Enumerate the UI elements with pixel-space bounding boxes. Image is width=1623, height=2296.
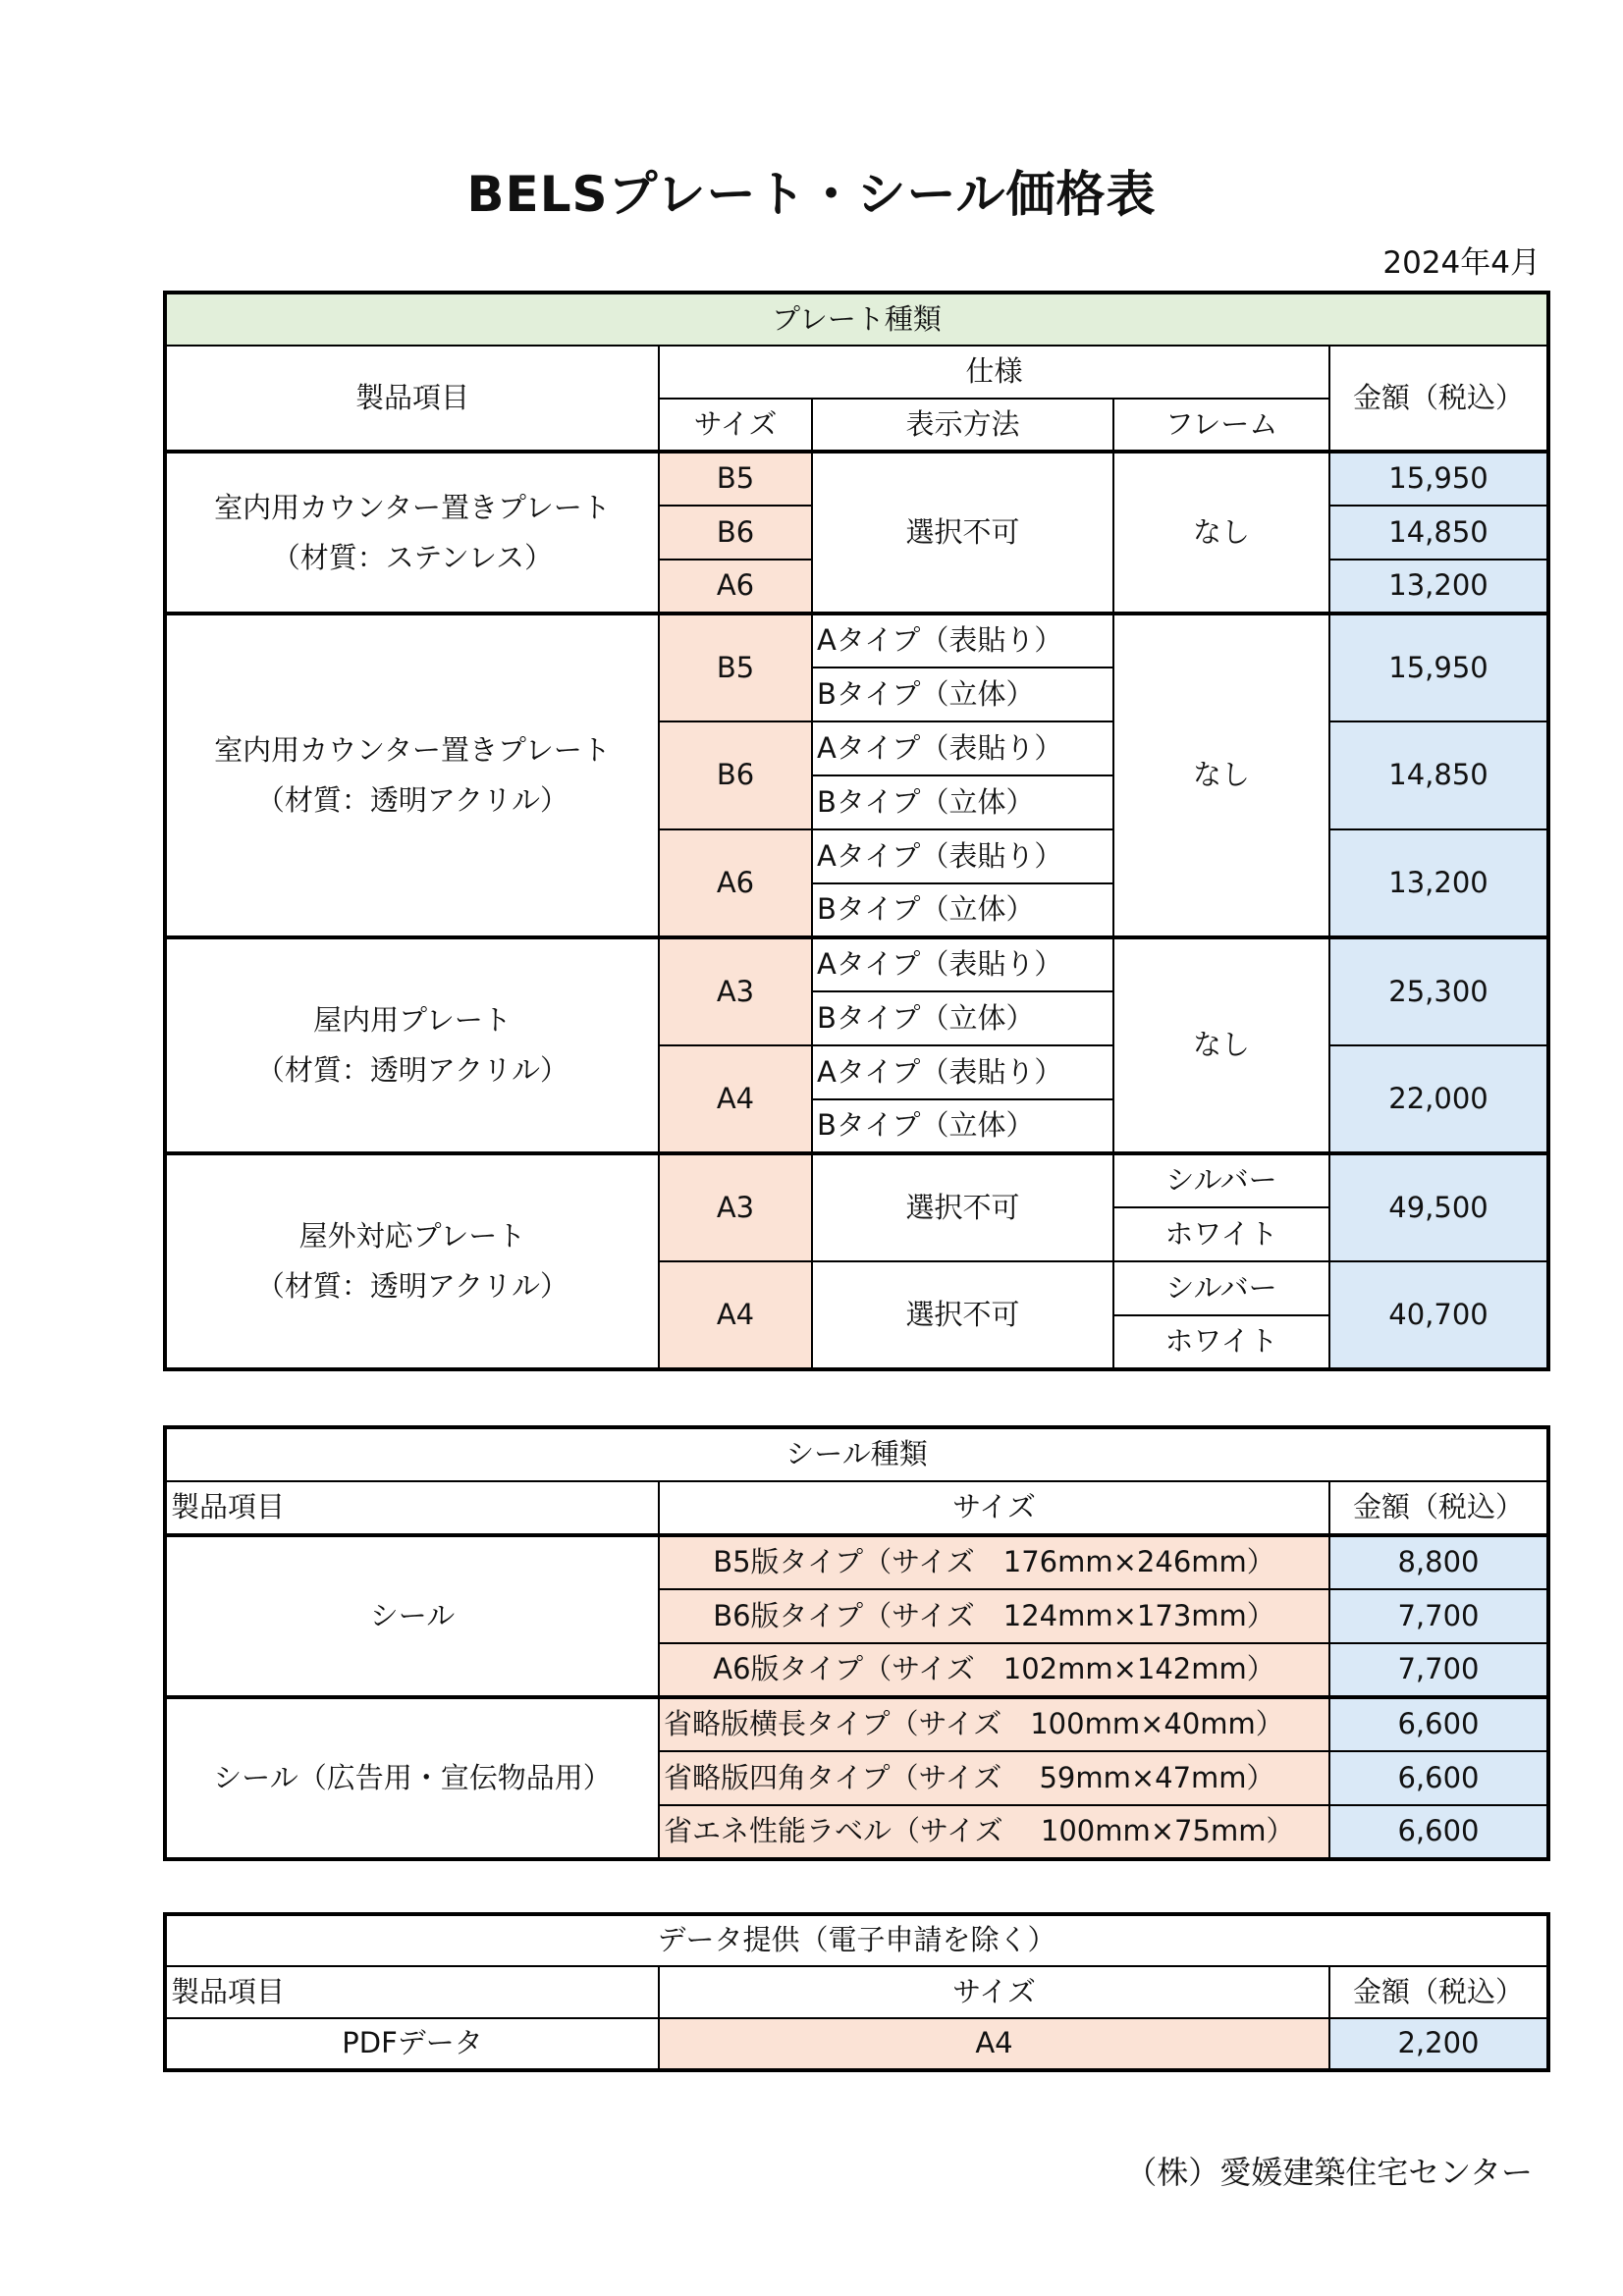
product-name: 屋内用プレート [313,1003,512,1038]
price-cell: 40,700 [1329,1261,1548,1369]
header-price: 金額（税込） [1329,1481,1548,1535]
header-size: サイズ [659,1481,1329,1535]
header-product: 製品項目 [165,346,659,452]
size-cell: B5 [659,614,812,721]
header-spec: 仕様 [659,346,1329,399]
size-cell: B6版タイプ（サイズ 124mm×173mm） [659,1589,1329,1643]
header-price: 金額（税込） [1329,346,1548,452]
frame-cell: シルバー [1113,1261,1329,1315]
type-a-cell: Aタイプ（表貼り） [812,721,1113,775]
price-cell: 7,700 [1329,1643,1548,1697]
header-frame: フレーム [1113,399,1329,452]
price-cell: 13,200 [1329,560,1548,614]
size-cell: 省略版四角タイプ（サイズ 59mm×47mm） [659,1751,1329,1805]
price-cell: 6,600 [1329,1805,1548,1859]
type-a-cell: Aタイプ（表貼り） [812,1045,1113,1099]
price-cell: 22,000 [1329,1045,1548,1153]
size-cell: A4 [659,1045,812,1153]
frame-cell: シルバー [1113,1153,1329,1207]
size-cell: B5版タイプ（サイズ 176mm×246mm） [659,1535,1329,1589]
display-cell: 選択不可 [812,452,1113,614]
data-section-title: データ提供（電子申請を除く） [165,1914,1548,1966]
type-a-cell: Aタイプ（表貼り） [812,829,1113,883]
size-cell: A3 [659,1153,812,1261]
product-cell: PDFデータ [165,2018,659,2070]
size-cell: B6 [659,721,812,829]
price-cell: 8,800 [1329,1535,1548,1589]
price-cell: 2,200 [1329,2018,1548,2070]
size-cell: A4 [659,1261,812,1369]
product-material: （材質：ステンレス） [271,540,554,574]
product-cell [165,452,659,614]
type-b-cell: Bタイプ（立体） [812,1099,1113,1153]
header-product: 製品項目 [165,1481,659,1535]
size-cell: A6 [659,829,812,937]
table-row [165,1153,1548,1207]
company-name: （株）愛媛建築住宅センター [1125,2154,1533,2191]
size-cell: A6 [659,560,812,614]
size-cell: B5 [659,452,812,506]
header-display: 表示方法 [812,399,1113,452]
product-cell: シール [165,1535,659,1697]
header-size: サイズ [659,399,812,452]
price-cell: 15,950 [1329,614,1548,721]
price-cell: 25,300 [1329,937,1548,1045]
type-b-cell: Bタイプ（立体） [812,991,1113,1045]
size-cell: A4 [659,2018,1329,2070]
plate-price-table [163,291,1550,1371]
table-row [165,1535,1548,1589]
price-cell: 6,600 [1329,1751,1548,1805]
price-cell: 6,600 [1329,1697,1548,1751]
display-cell: 選択不可 [812,1153,1113,1261]
product-cell [165,937,659,1153]
data-provision-table [163,1912,1550,2072]
plate-section-title: プレート種類 [165,293,1548,346]
product-cell [165,614,659,937]
frame-cell: ホワイト [1113,1207,1329,1261]
product-cell: シール（広告用・宣伝物品用） [165,1697,659,1859]
header-size: サイズ [659,1966,1329,2018]
table-row [165,452,1548,506]
size-cell: 省略版横長タイプ（サイズ 100mm×40mm） [659,1697,1329,1751]
table-row [165,1697,1548,1751]
display-cell: 選択不可 [812,1261,1113,1369]
header-product: 製品項目 [165,1966,659,2018]
table-row [165,614,1548,667]
size-cell: A6版タイプ（サイズ 102mm×142mm） [659,1643,1329,1697]
size-cell: 省エネ性能ラベル（サイズ 100mm×75mm） [659,1805,1329,1859]
product-name: 室内用カウンター置きプレート [214,490,611,524]
page-title: BELSプレート・シール価格表 [466,166,1157,223]
price-cell: 49,500 [1329,1153,1548,1261]
frame-cell: なし [1113,614,1329,937]
price-cell: 13,200 [1329,829,1548,937]
product-cell [165,1153,659,1369]
table-row [165,937,1548,991]
seal-section-title: シール種類 [165,1427,1548,1481]
size-cell: A3 [659,937,812,1045]
price-cell: 7,700 [1329,1589,1548,1643]
header-price: 金額（税込） [1329,1966,1548,2018]
type-b-cell: Bタイプ（立体） [812,775,1113,829]
seal-price-table [163,1425,1550,1861]
frame-cell: なし [1113,937,1329,1153]
product-material: （材質：透明アクリル） [255,1053,569,1087]
type-b-cell: Bタイプ（立体） [812,883,1113,937]
frame-cell: ホワイト [1113,1315,1329,1369]
type-b-cell: Bタイプ（立体） [812,667,1113,721]
size-cell: B6 [659,506,812,560]
issue-date: 2024年4月 [1382,245,1541,281]
table-row [165,2018,1548,2070]
product-name: 屋外対応プレート [298,1219,526,1254]
product-material: （材質：透明アクリル） [255,783,569,817]
price-cell: 14,850 [1329,506,1548,560]
frame-cell: なし [1113,452,1329,614]
type-a-cell: Aタイプ（表貼り） [812,937,1113,991]
price-cell: 15,950 [1329,452,1548,506]
price-cell: 14,850 [1329,721,1548,829]
type-a-cell: Aタイプ（表貼り） [812,614,1113,667]
product-name: 室内用カウンター置きプレート [214,733,611,768]
product-material: （材質：透明アクリル） [255,1269,569,1303]
